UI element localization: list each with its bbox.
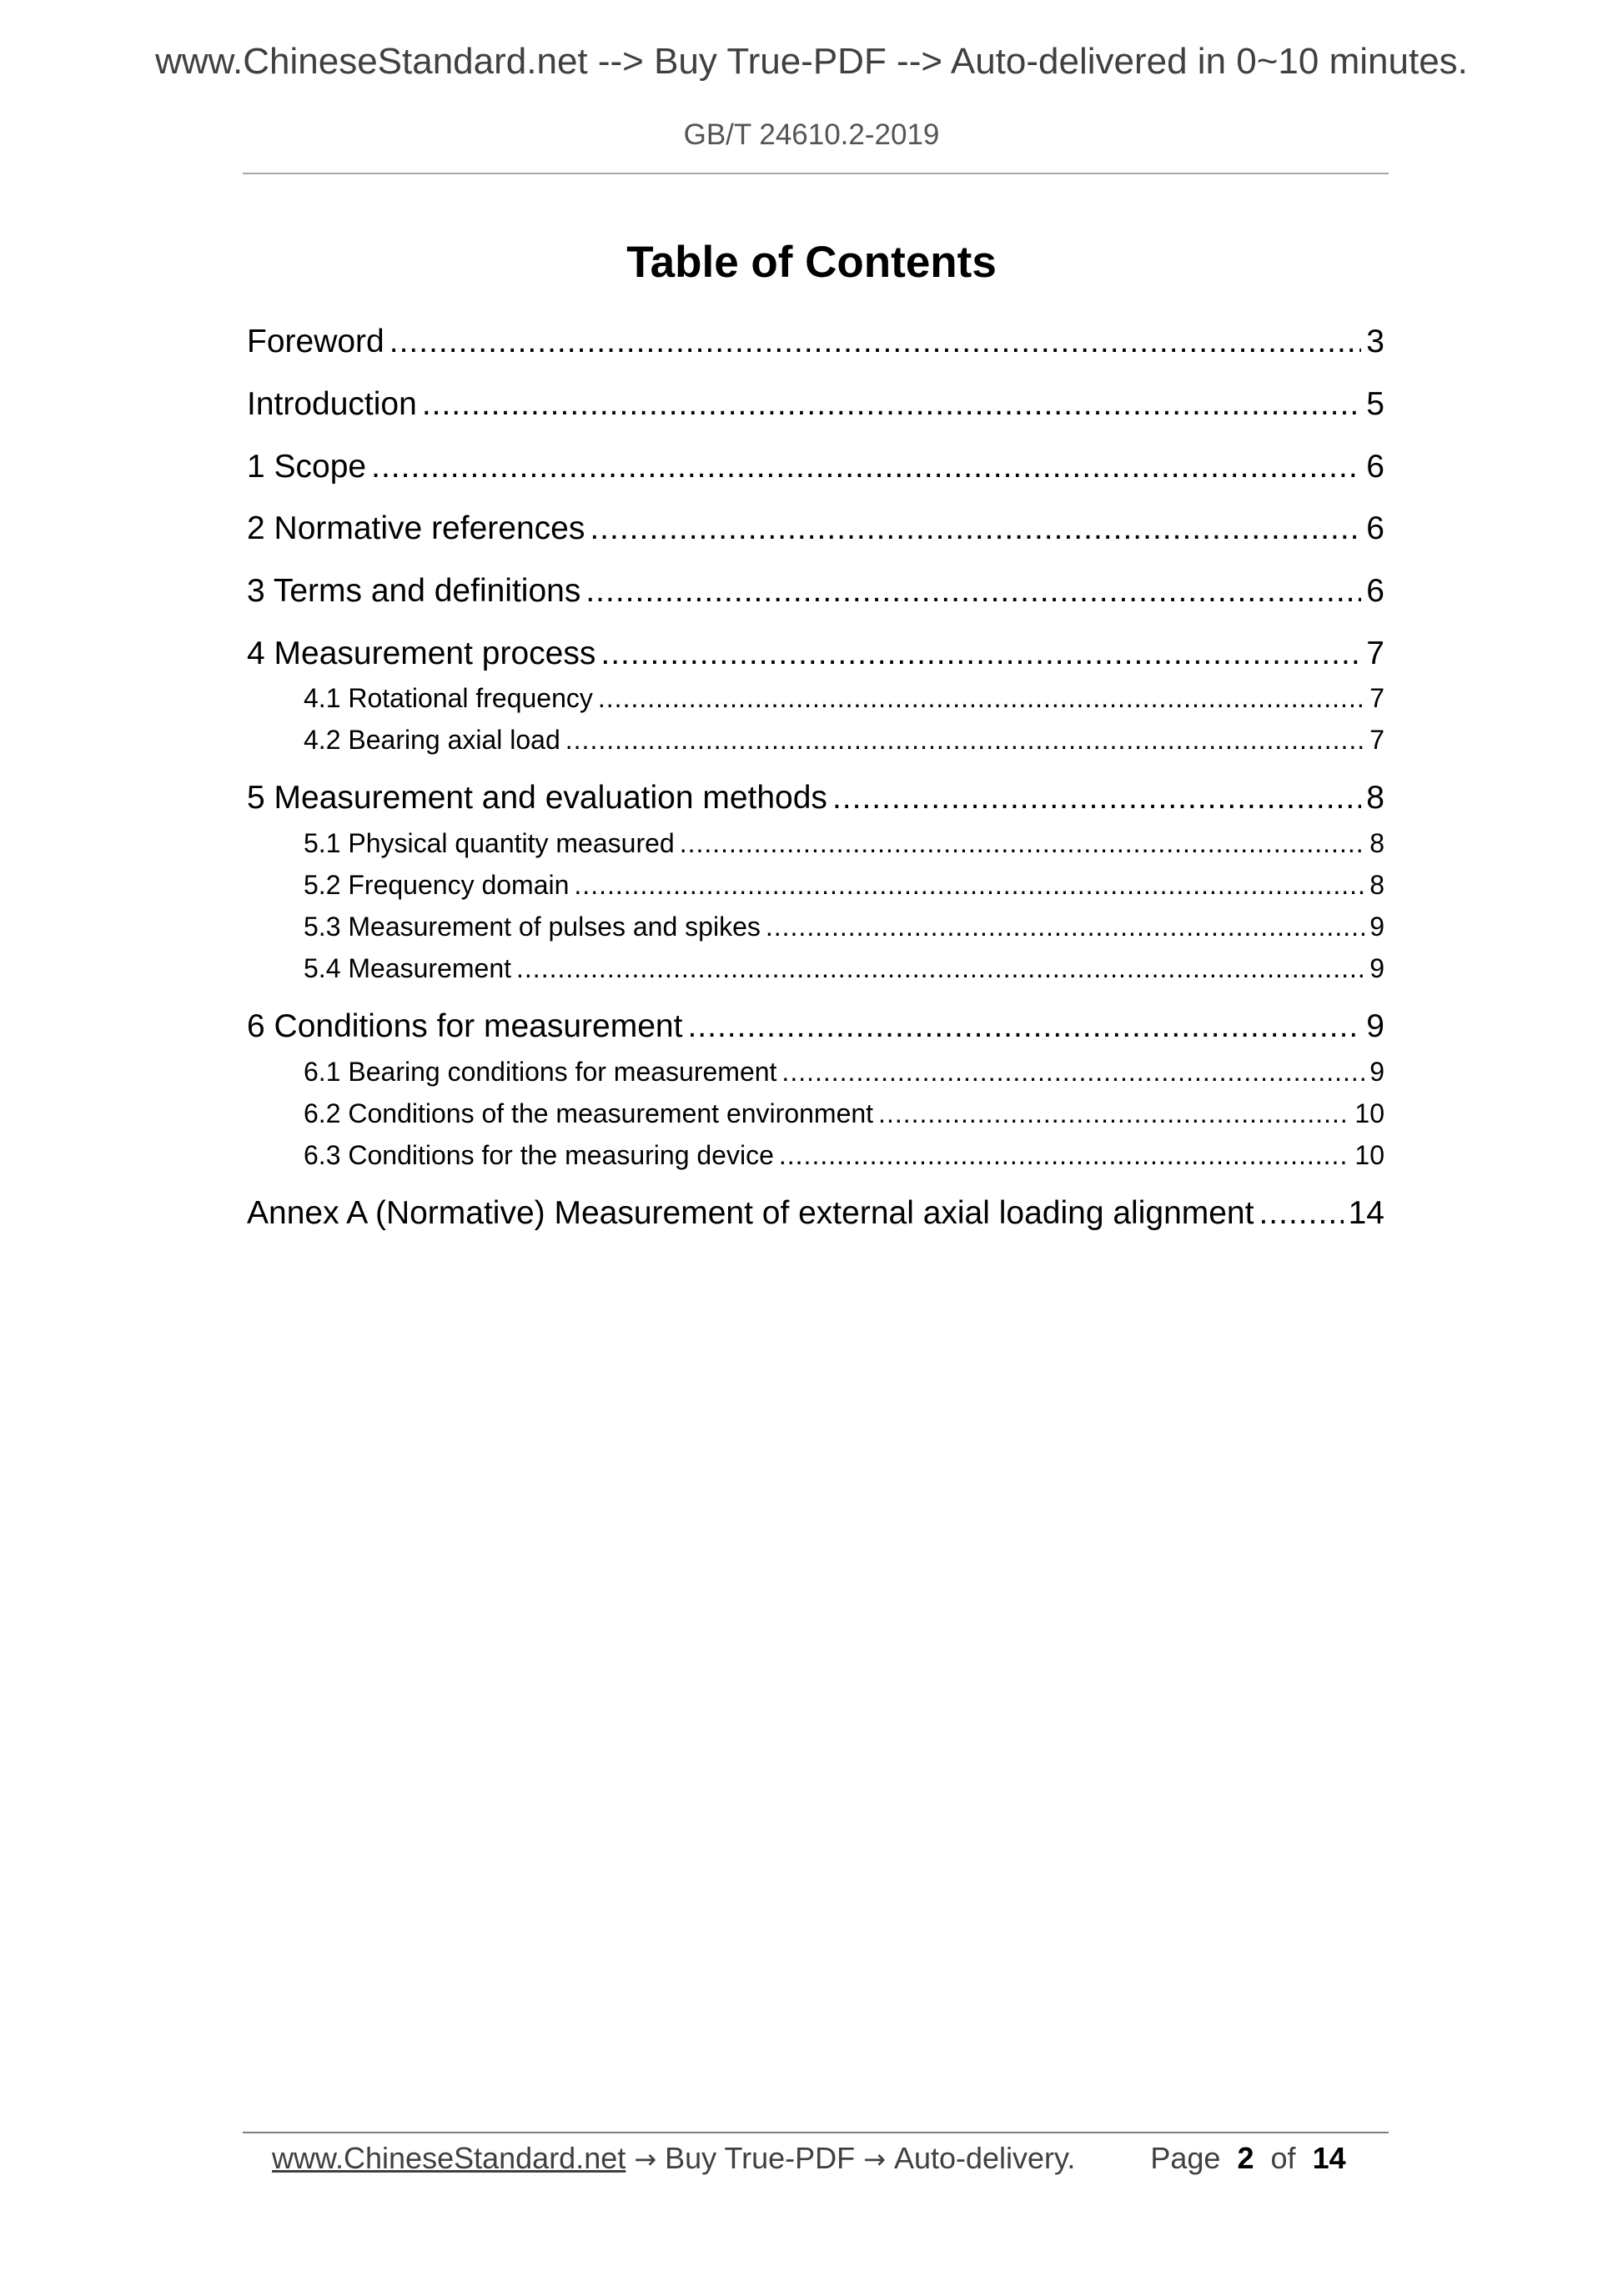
page-indicator [1150, 2143, 1345, 2173]
toc-entry-label: 1 Scope [247, 449, 367, 485]
toc-entry[interactable] [304, 872, 1384, 898]
toc-entry-label: Introduction [247, 386, 417, 422]
toc-entry-page-number: 7 [1369, 683, 1384, 713]
toc-entry[interactable] [304, 685, 1384, 711]
toc-entry-label: 6.2 Conditions of the measurement environment [304, 1098, 874, 1128]
toc-entry-page-number: 6 [1366, 449, 1384, 485]
dot-leader [600, 637, 1361, 670]
toc-entry[interactable] [304, 830, 1384, 857]
toc-entry[interactable] [304, 955, 1384, 982]
toc-entry-label: 4.1 Rotational frequency [304, 683, 593, 713]
toc-entry-label: 5.1 Physical quantity measured [304, 828, 675, 858]
right-arrow-icon: → [863, 2143, 886, 2175]
dot-leader [371, 450, 1361, 483]
toc-entry[interactable] [247, 450, 1384, 483]
dot-leader [687, 1010, 1361, 1042]
toc-entry-label: 5.4 Measurement [304, 953, 512, 983]
toc-entry-label: 5 Measurement and evaluation methods [247, 780, 827, 816]
toc-entry[interactable] [247, 637, 1384, 670]
toc-entry[interactable] [247, 575, 1384, 607]
footer-divider [243, 2132, 1389, 2133]
dot-leader [878, 1100, 1349, 1127]
toc-entry-page-number: 9 [1369, 1057, 1384, 1087]
dot-leader [422, 388, 1361, 420]
dot-leader [781, 1058, 1364, 1085]
page-banner: www.ChineseStandard.net --> Buy True-PDF --> Auto-delivered in 0~10 minutes. [155, 41, 1468, 82]
dot-leader [680, 830, 1365, 857]
toc-entry-label: 6.3 Conditions for the measuring device [304, 1140, 774, 1170]
dot-leader [590, 512, 1361, 545]
toc-entry-page-number: 9 [1369, 912, 1384, 942]
toc-entry-page-number: 9 [1366, 1008, 1384, 1044]
toc-entry[interactable] [247, 1010, 1384, 1042]
toc-entry[interactable] [304, 1058, 1384, 1085]
toc-entry-page-number: 3 [1366, 324, 1384, 359]
toc-entry-page-number: 5 [1366, 386, 1384, 422]
toc-entry-label: 6 Conditions for measurement [247, 1008, 683, 1044]
dot-leader [565, 726, 1364, 753]
dot-leader [574, 872, 1364, 898]
footer-delivery-text: Auto-delivery. [893, 2141, 1076, 2175]
of-word: of [1270, 2141, 1296, 2175]
toc-entry[interactable] [304, 1100, 1384, 1127]
toc-entry-page-number: 10 [1354, 1140, 1384, 1170]
toc-entry[interactable] [304, 1142, 1384, 1168]
right-arrow-icon: → [634, 2143, 657, 2175]
toc-entry-label: 4 Measurement process [247, 636, 596, 671]
current-page-number: 2 [1237, 2141, 1254, 2175]
dot-leader [585, 575, 1361, 607]
toc-entry-page-number: 8 [1366, 780, 1384, 816]
toc-entry[interactable] [247, 1197, 1384, 1229]
dot-leader [779, 1142, 1350, 1168]
toc-entry-page-number: 7 [1366, 636, 1384, 671]
toc-entry-label: 5.2 Frequency domain [304, 870, 570, 900]
toc-entry-label: 5.3 Measurement of pulses and spikes [304, 912, 761, 942]
dot-leader [516, 955, 1364, 982]
toc-entry-label: 6.1 Bearing conditions for measurement [304, 1057, 777, 1087]
toc-entry-page-number: 8 [1369, 870, 1384, 900]
dot-leader [389, 325, 1362, 358]
dot-leader [832, 781, 1361, 814]
toc-entry[interactable] [247, 325, 1384, 358]
toc-entry[interactable] [304, 913, 1384, 940]
toc-entry-page-number: 10 [1354, 1098, 1384, 1128]
toc-entry[interactable] [247, 388, 1384, 420]
toc-entry-label: 2 Normative references [247, 510, 585, 546]
toc-entry-page-number: 8 [1369, 828, 1384, 858]
dot-leader [598, 685, 1364, 711]
dot-leader [766, 913, 1364, 940]
toc-title: Table of Contents [626, 238, 997, 287]
toc-entry-page-number: 9 [1369, 953, 1384, 983]
toc-entry-page-number: 6 [1366, 573, 1384, 609]
toc-entry-page-number: 7 [1369, 725, 1384, 755]
page-footer [272, 2143, 1356, 2173]
toc-entry-page-number: 14 [1348, 1195, 1384, 1231]
toc-entry-page-number: 6 [1366, 510, 1384, 546]
toc-entry-label: Foreword [247, 324, 384, 359]
toc-entry-label: 3 Terms and definitions [247, 573, 581, 609]
toc-entry[interactable] [247, 781, 1384, 814]
footer-buy-text: Buy True-PDF [665, 2141, 856, 2175]
footer-site-link[interactable]: www.ChineseStandard.net [272, 2141, 626, 2175]
document-code: GB/T 24610.2-2019 [683, 118, 940, 151]
toc-entry-label: Annex A (Normative) Measurement of external axial loading alignment [247, 1195, 1254, 1231]
page-word: Page [1150, 2141, 1221, 2175]
toc-entry[interactable] [304, 726, 1384, 753]
total-pages-number: 14 [1312, 2141, 1346, 2175]
toc-entry-label: 4.2 Bearing axial load [304, 725, 560, 755]
dot-leader [1259, 1197, 1343, 1229]
toc-entry[interactable] [247, 512, 1384, 545]
